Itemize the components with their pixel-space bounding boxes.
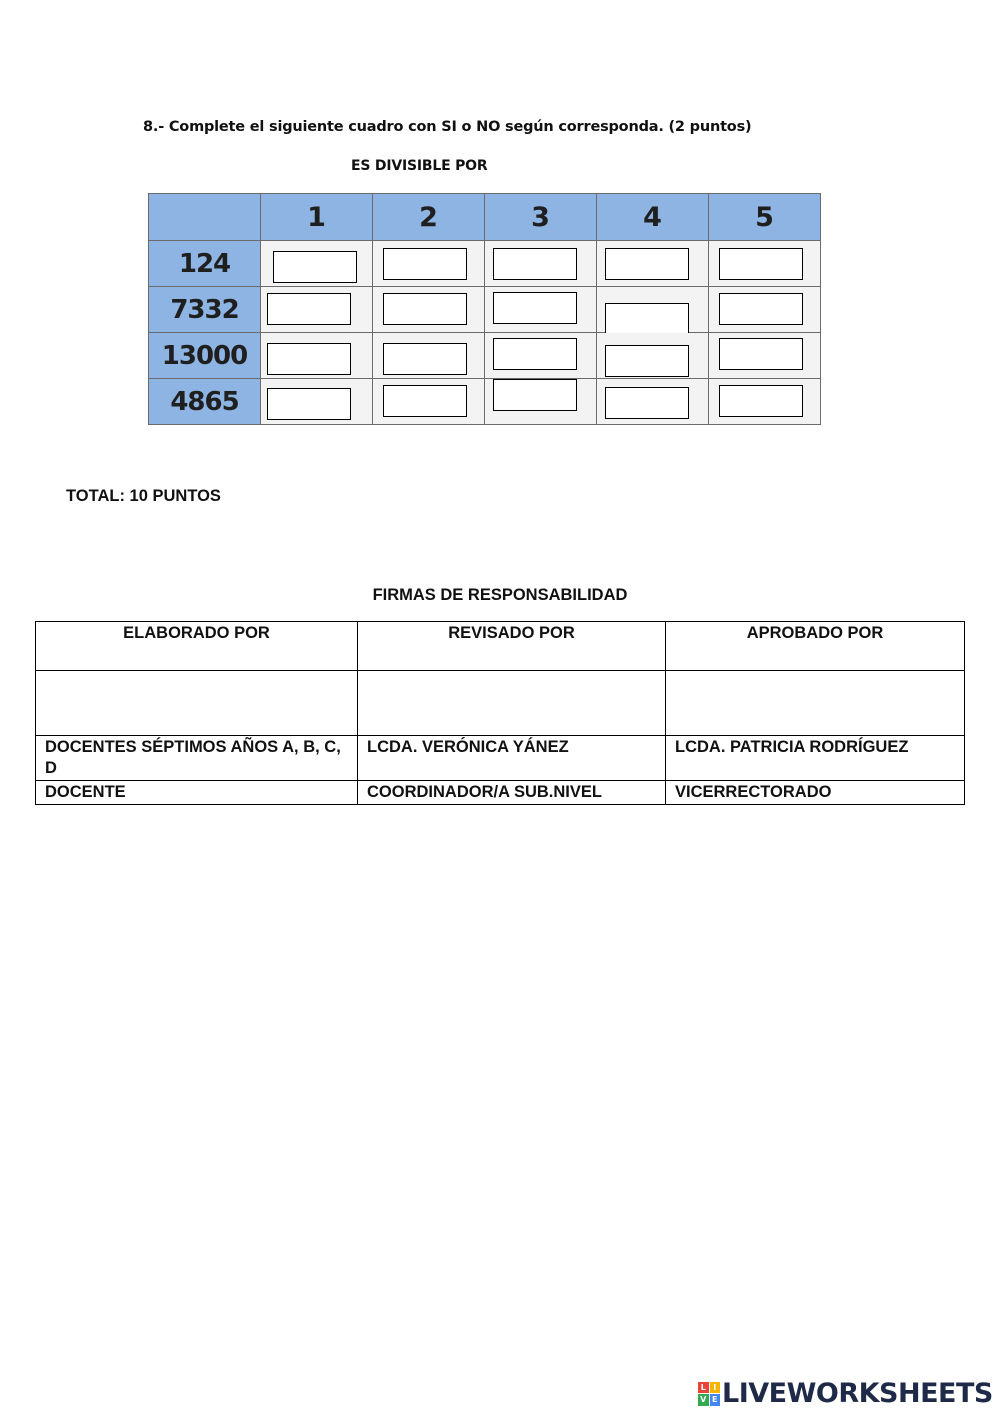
number-row xyxy=(149,379,821,425)
divisor-header-row xyxy=(149,194,821,241)
answer-input-7332-1[interactable] xyxy=(267,293,351,325)
liveworksheets-logo[interactable] xyxy=(698,1378,993,1409)
answer-cell xyxy=(373,241,485,287)
signature-space xyxy=(666,671,965,736)
answer-input-13000-2[interactable] xyxy=(383,343,467,375)
answer-input-124-1[interactable] xyxy=(273,251,357,283)
signatures-header-row xyxy=(36,622,965,671)
logo-text: LIVEWORKSHEETS xyxy=(722,1378,993,1409)
logo-letter: V xyxy=(698,1394,709,1406)
signatures-table xyxy=(35,621,965,805)
answer-cell xyxy=(597,333,709,379)
signature-header: APROBADO POR xyxy=(666,622,965,671)
answer-input-7332-2[interactable] xyxy=(383,293,467,325)
signature-header: REVISADO POR xyxy=(358,622,666,671)
answer-input-124-5[interactable] xyxy=(719,248,803,280)
answer-cell xyxy=(373,287,485,333)
answer-cell xyxy=(485,379,597,425)
number-row xyxy=(149,333,821,379)
signature-space xyxy=(36,671,358,736)
signer-role: COORDINADOR/A SUB.NIVEL xyxy=(358,781,666,805)
signature-space-row xyxy=(36,671,965,736)
liveworksheets-logo-icon xyxy=(698,1382,720,1406)
signatures-title: FIRMAS DE RESPONSABILIDAD xyxy=(372,586,628,604)
divisor-header: 4 xyxy=(597,194,709,241)
number-label: 124 xyxy=(149,241,261,287)
exercise-instruction: 8.- Complete el siguiente cuadro con SI o NO según corresponda. (2 puntos) xyxy=(143,119,752,135)
answer-input-7332-4[interactable] xyxy=(605,303,689,335)
answer-cell xyxy=(261,333,373,379)
answer-cell xyxy=(709,241,821,287)
answer-input-4865-3[interactable] xyxy=(493,379,577,411)
total-points: TOTAL: 10 PUNTOS xyxy=(66,487,221,505)
table-title: ES DIVISIBLE POR xyxy=(351,158,488,174)
answer-cell xyxy=(261,241,373,287)
answer-cell xyxy=(373,333,485,379)
divisor-header: 2 xyxy=(373,194,485,241)
number-label: 4865 xyxy=(149,379,261,425)
signer-name: LCDA. VERÓNICA YÁNEZ xyxy=(358,736,666,781)
divisor-header: 5 xyxy=(709,194,821,241)
answer-cell xyxy=(597,241,709,287)
answer-cell xyxy=(485,333,597,379)
answer-cell xyxy=(485,287,597,333)
answer-cell xyxy=(597,287,709,333)
logo-letter: L xyxy=(698,1382,709,1394)
answer-input-4865-5[interactable] xyxy=(719,385,803,417)
answer-input-7332-3[interactable] xyxy=(493,292,577,324)
number-row xyxy=(149,287,821,333)
answer-input-4865-2[interactable] xyxy=(383,385,467,417)
answer-input-13000-1[interactable] xyxy=(267,343,351,375)
number-label: 7332 xyxy=(149,287,261,333)
answer-cell xyxy=(261,379,373,425)
answer-cell xyxy=(709,379,821,425)
corner-cell xyxy=(149,194,261,241)
answer-cell xyxy=(597,379,709,425)
answer-input-13000-5[interactable] xyxy=(719,338,803,370)
answer-input-124-2[interactable] xyxy=(383,248,467,280)
signature-space xyxy=(358,671,666,736)
answer-input-7332-5[interactable] xyxy=(719,293,803,325)
logo-letter: E xyxy=(710,1394,721,1406)
signer-role: DOCENTE xyxy=(36,781,358,805)
answer-input-4865-4[interactable] xyxy=(605,387,689,419)
divisibility-table xyxy=(148,193,821,425)
signer-name: LCDA. PATRICIA RODRÍGUEZ xyxy=(666,736,965,781)
divisor-header: 1 xyxy=(261,194,373,241)
logo-letter: I xyxy=(710,1382,721,1394)
signature-roles-row xyxy=(36,781,965,805)
signer-name: DOCENTES SÉPTIMOS AÑOS A, B, C, D xyxy=(36,736,358,781)
number-label: 13000 xyxy=(149,333,261,379)
answer-input-13000-4[interactable] xyxy=(605,345,689,377)
answer-cell xyxy=(373,379,485,425)
answer-cell xyxy=(261,287,373,333)
answer-input-13000-3[interactable] xyxy=(493,338,577,370)
answer-input-4865-1[interactable] xyxy=(267,388,351,420)
signature-header: ELABORADO POR xyxy=(36,622,358,671)
number-row xyxy=(149,241,821,287)
answer-cell xyxy=(709,333,821,379)
answer-cell xyxy=(709,287,821,333)
signer-role: VICERRECTORADO xyxy=(666,781,965,805)
answer-input-124-4[interactable] xyxy=(605,248,689,280)
signature-names-row xyxy=(36,736,965,781)
divisor-header: 3 xyxy=(485,194,597,241)
answer-cell xyxy=(485,241,597,287)
answer-input-124-3[interactable] xyxy=(493,248,577,280)
